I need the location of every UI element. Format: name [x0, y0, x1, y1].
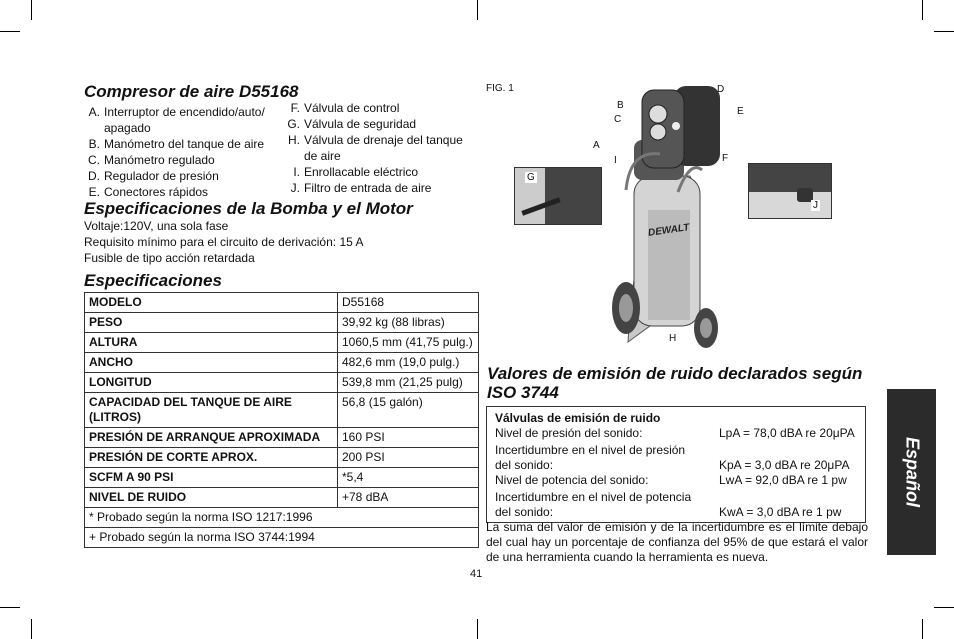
- list-item: C. Manómetro regulado: [88, 153, 215, 167]
- noise-table-title: Válvulas de emisión de ruido: [495, 411, 661, 425]
- pump-line: Requisito mínimo para el circuito de derivación: 15 A: [84, 235, 364, 249]
- list-item: D. Regulador de presión: [88, 169, 219, 183]
- inset-valve: [514, 167, 602, 225]
- specs-heading: Especificaciones: [84, 271, 222, 290]
- inset-filter: [748, 163, 832, 219]
- crop-mark: [31, 619, 32, 639]
- list-item: B. Manómetro del tanque de aire: [88, 137, 265, 151]
- table-row: SCFM A 90 PSI *5,4: [85, 468, 479, 488]
- figure-callout-a: A: [593, 140, 600, 151]
- list-item: I. Enrollacable eléctrico: [293, 165, 419, 179]
- page-number: 41: [470, 568, 483, 580]
- page-title: Compresor de aire D55168: [84, 82, 299, 101]
- table-row: PESO 39,92 kg (88 libras): [85, 313, 479, 333]
- table-row: LONGITUD 539,8 mm (21,25 pulg): [85, 373, 479, 393]
- crop-mark: [0, 31, 20, 32]
- table-row: CAPACIDAD DEL TANQUE DE AIRE (LITROS) 56,8 (15 galón): [85, 393, 479, 428]
- noise-heading: Valores de emisión de ruido declarados según ISO 3744: [487, 364, 863, 402]
- table-row: del sonido: KwA = 3,0 dBA re 1 pw: [495, 505, 842, 519]
- pump-line: Voltaje:120V, una sola fase: [84, 219, 229, 233]
- noise-paragraph: La suma del valor de emisión y de la incertidumbre es el límite debajo del cual hay un porcentaje de confianza del 95% de que estará el valor de una herramienta cuando la herramienta es nueva.: [486, 520, 868, 564]
- crop-mark: [477, 0, 478, 20]
- crop-mark: [477, 619, 478, 639]
- pump-motor-heading: Especificaciones de la Bomba y el Motor: [84, 199, 413, 218]
- pump-line: Fusible de tipo acción retardada: [84, 251, 255, 265]
- figure-callout-c: C: [614, 114, 622, 125]
- figure-callout-b: B: [617, 100, 624, 111]
- specs-table: [84, 292, 479, 548]
- figure-callout-f: F: [722, 153, 729, 164]
- figure-callout-e: E: [737, 106, 744, 117]
- figure-label: FIG. 1: [486, 83, 514, 94]
- figure-callout-h: H: [669, 333, 677, 344]
- figure-callout-j: J: [813, 200, 818, 211]
- crop-mark: [922, 0, 923, 20]
- brand-logo: DEWALT: [647, 222, 691, 239]
- table-row: ALTURA 1060,5 mm (41,75 pulg.): [85, 333, 479, 353]
- parts-list-right: [284, 100, 479, 196]
- compressor-illustration: [590, 80, 740, 350]
- noise-table: [486, 406, 866, 523]
- list-item: F. Válvula de control: [290, 101, 400, 115]
- figure-callout-g: G: [527, 172, 535, 183]
- table-row: ANCHO 482,6 mm (19,0 pulg.): [85, 353, 479, 373]
- figure-callout-i: I: [614, 155, 617, 166]
- table-row: Nivel de potencia del sonido: LwA = 92,0 dBA re 1 pw: [495, 473, 847, 487]
- list-item: E. Conectores rápidos: [88, 185, 209, 199]
- list-item: J. Filtro de entrada de aire: [290, 181, 432, 195]
- table-row: NIVEL DE RUIDO +78 dBA: [85, 488, 479, 508]
- crop-mark: [31, 0, 32, 20]
- language-tab-label: Español: [902, 436, 922, 508]
- table-row: PRESIÓN DE ARRANQUE APROXIMADA 160 PSI: [85, 428, 479, 448]
- table-row: MODELO D55168: [85, 293, 479, 313]
- table-row: + Probado según la norma ISO 3744:1994: [85, 528, 479, 548]
- pump-motor-specs: [84, 218, 363, 266]
- parts-list-left: [84, 104, 279, 200]
- list-item: H. Válvula de drenaje del tanque de aire: [288, 133, 463, 163]
- language-tab: [887, 389, 936, 555]
- table-row: Incertidumbre en el nivel de potencia: [495, 490, 692, 504]
- list-item: G. Válvula de seguridad: [287, 117, 417, 131]
- crop-mark: [922, 619, 923, 639]
- figure-callout-d: D: [717, 84, 725, 95]
- crop-mark: [934, 607, 954, 608]
- table-row: PRESIÓN DE CORTE APROX. 200 PSI: [85, 448, 479, 468]
- list-item: A. Interruptor de encendido/auto/ apagado: [88, 105, 265, 135]
- table-row: Nivel de presión del sonido: LpA = 78,0 dBA re 20μPA: [495, 426, 855, 440]
- table-row: del sonido: KpA = 3,0 dBA re 20μPA: [495, 458, 850, 472]
- table-row: Incertidumbre en el nivel de presión: [495, 443, 686, 457]
- crop-mark: [0, 607, 20, 608]
- table-row: * Probado según la norma ISO 1217:1996: [85, 508, 479, 528]
- crop-mark: [934, 31, 954, 32]
